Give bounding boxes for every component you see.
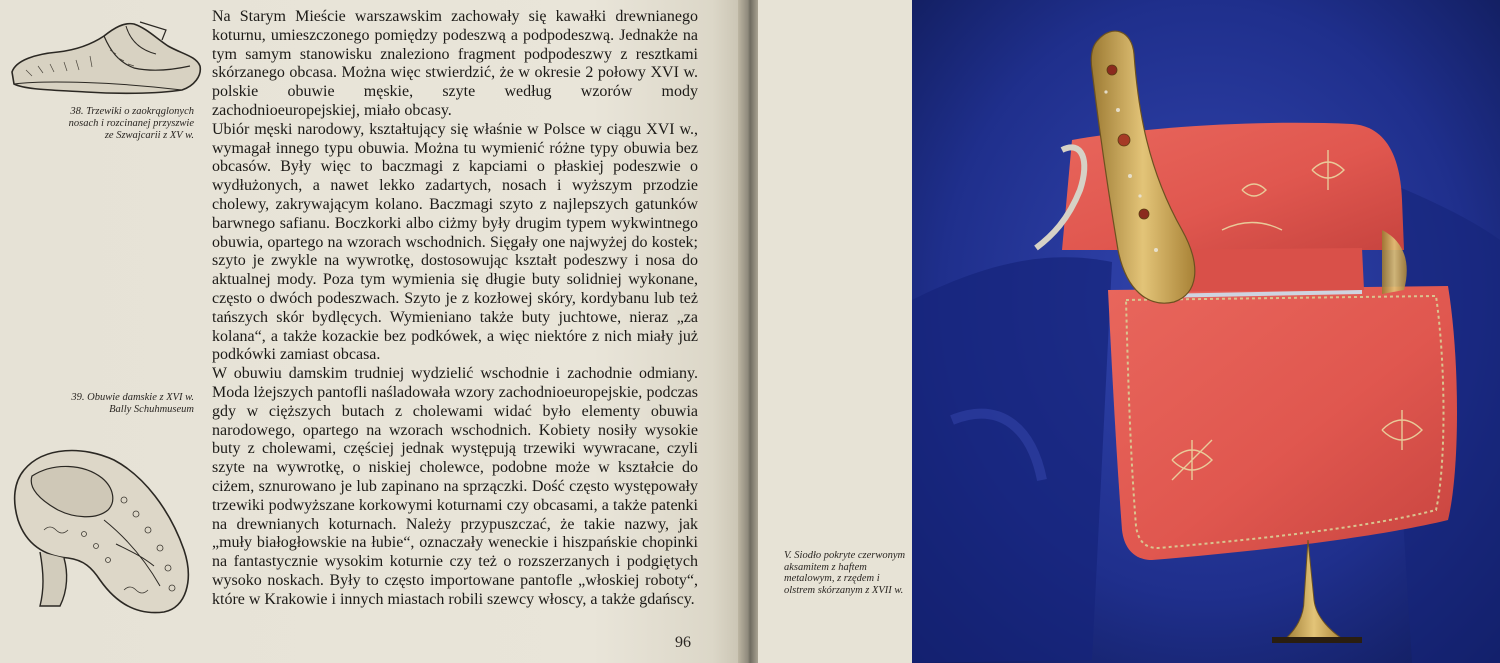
paragraph: W obuwiu damskim trudniej wydzielić wschodnie i zachodnie odmiany. Moda lżejszych pantofli naśladowała wzory zachodnioeuropejskie, podczas gdy w cięższych butach z cholewami widać było elementy obuwia narodowego, opartego na wzorach wschodnich. Kobiety nosiły wysokie buty z cholewami, częściej jednak występują trzewiki wywracane, czyli szyte na wywrotkę, o niskiej cholewce, podobne może w kształcie do ciżem, sznurowano je lub zapinano na sprzączki. Dość często występowały trzewiki podwyższane korkowymi koturnami czy obcasami, a także patenki na drewnianych koturnach. Należy przypuszczać, że takie nazwy, jak „muły białogłowskie na łubie“, oznaczały weneckie i hiszpańskie chopinki na fantastycznie wysokim koturnie czy też o rozszerzanych i podgiętych wysoko noskach. Były to często importowane pantofle „włoskiej roboty“, które w Krakowie i innych miastach robili szewcy włoscy, a także gdańscy. — [212, 365, 698, 608]
saddle-photo — [912, 0, 1500, 663]
body-text — [212, 8, 698, 610]
shoe-sketch-39 — [4, 440, 194, 620]
page-number: 96 — [675, 634, 691, 651]
plate-caption-v: V. Siodło pokryte czerwonym aksamitem z haftem metalowym, z rzędem i olstrem skórzanym z XVII w. — [784, 550, 906, 596]
shoe-sketch-38 — [6, 10, 202, 100]
book-gutter — [738, 0, 760, 663]
figure-caption-39: 39. Obuwie damskie z XVI w. Bally Schuhmuseum — [71, 392, 194, 415]
paragraph: Ubiór męski narodowy, kształtujący się właśnie w Polsce w ciągu XVI w., wymagał innego typu obuwia. Można tu wymienić różne typy obuwia bez obcasów. Były więc to baczmagi z kapciami o płaskiej podeszwie o wydłużonych, a nawet lekko zadartych, nosach i wyższym przodzie cholewy, zakrywającym kolano. Baczmagi szyto z najlepszych gatunków barwnego safianu. Boczkorki albo ciżmy były drugim typem wykwintnego obuwia, opartego na wzorach wschodnich. Sięgały one najwyżej do kostek; szyto je zwykle na wywrotkę, dostosowując kształt podeszwy i nosa do aktualnej mody. Poza tym wymienia się długie buty solidniej wykonane, często o dwóch podeszwach. Szyto je z kozłowej skóry, kordybanu lub też tańszych skór bydlęcych. Wymieniano także buty juchtowe, nieraz „za kolana“, a także kozackie bez podkówek, a więc niektóre z nich miały już podkówki zamiast obcasa. — [212, 120, 698, 364]
paragraph: Na Starym Mieście warszawskim zachowały się kawałki drewnianego koturnu, umieszczonego pomiędzy podeszwą a podpodeszwą. Jednakże na tym samym stanowisku znaleziono fragment podpodeszwy z resztkami skórzanego obcasa. Można więc stwierdzić, że w okresie 2 połowy XVI w. polskie obuwie męskie, szyte według wzorów mody zachodnioeuropejskiej, miało obcasy. — [212, 8, 698, 119]
figure-caption-38: 38. Trzewiki o zaokrąglonych nosach i rozcinanej przyszwie ze Szwajcarii z XV w. — [68, 106, 194, 141]
left-page — [0, 0, 742, 663]
